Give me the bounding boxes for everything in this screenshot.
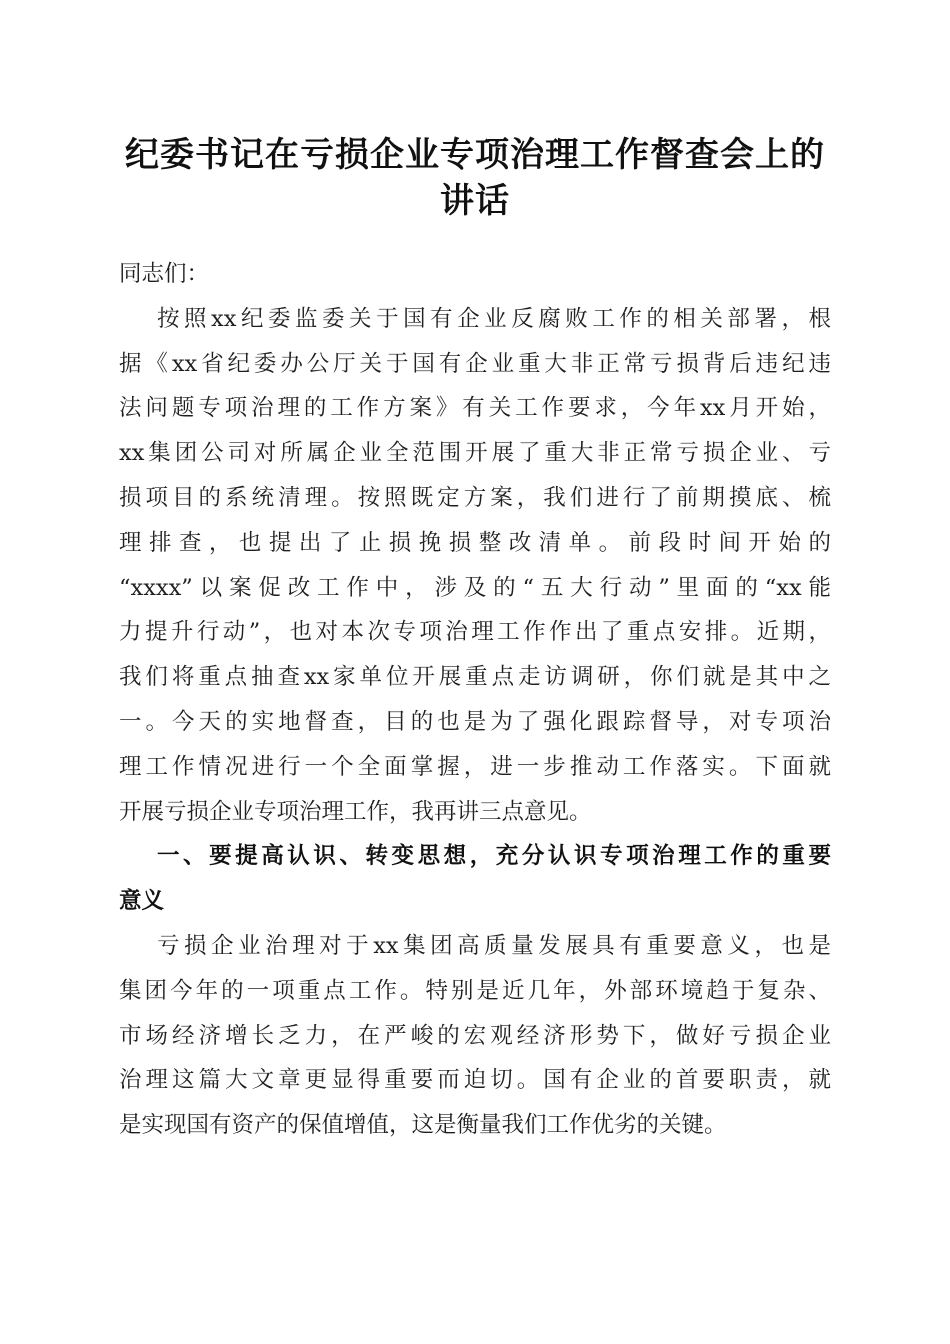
paragraph-line: 我们将重点抽查xx家单位开展重点走访调研，你们就是其中之 — [119, 664, 831, 691]
paragraph-line: xx集团公司对所属企业全范围开展了重大非正常亏损企业、亏 — [119, 440, 831, 467]
paragraph-line: 法问题专项治理的工作方案》有关工作要求，今年xx月开始， — [119, 395, 831, 422]
paragraph-line: 一。今天的实地督查，目的也是为了强化跟踪督导，对专项治 — [119, 708, 831, 735]
paragraph-1 — [119, 297, 831, 835]
section-heading-1 — [119, 834, 831, 924]
paragraph-line: 损项目的系统清理。按照既定方案，我们进行了前期摸底、梳 — [119, 484, 831, 511]
document-body — [119, 252, 831, 1148]
paragraph-2 — [119, 924, 831, 1148]
heading-line: 意义 — [119, 888, 165, 915]
title-line-1: 纪委书记在亏损企业专项治理工作督查会上的 — [125, 135, 825, 175]
heading-line: 一、要提高认识、转变思想，充分认识专项治理工作的重要 — [157, 843, 831, 870]
paragraph-line: 力提升行动”，也对本次专项治理工作作出了重点安排。近期， — [119, 619, 831, 646]
paragraph-line: 亏损企业治理对于xx集团高质量发展具有重要意义，也是 — [157, 932, 831, 959]
salutation: 同志们： — [119, 261, 210, 287]
paragraph-line: 据《xx省纪委办公厅关于国有企业重大非正常亏损背后违纪违 — [119, 350, 831, 377]
paragraph-line: 市场经济增长乏力，在严峻的宏观经济形势下，做好亏损企业 — [119, 1022, 831, 1049]
document-title — [110, 132, 840, 224]
paragraph-line: 理排查，也提出了止损挽损整改清单。前段时间开始的 — [119, 529, 831, 556]
paragraph-line: 治理这篇大文章更显得重要而迫切。国有企业的首要职责，就 — [119, 1067, 831, 1094]
paragraph-line: 理工作情况进行一个全面掌握，进一步推动工作落实。下面就 — [119, 753, 831, 780]
paragraph-line: 开展亏损企业专项治理工作，我再讲三点意见。 — [119, 798, 592, 825]
paragraph-line: 集团今年的一项重点工作。特别是近几年，外部环境趋于复杂、 — [119, 977, 831, 1004]
paragraph-line: 是实现国有资产的保值增值，这是衡量我们工作优劣的关键。 — [119, 1112, 727, 1139]
title-line-2: 讲话 — [440, 181, 510, 221]
paragraph-line: “xxxx”以案促改工作中，涉及的“五大行动”里面的“xx能 — [119, 574, 831, 601]
paragraph-line: 按照xx纪委监委关于国有企业反腐败工作的相关部署，根 — [157, 305, 831, 332]
